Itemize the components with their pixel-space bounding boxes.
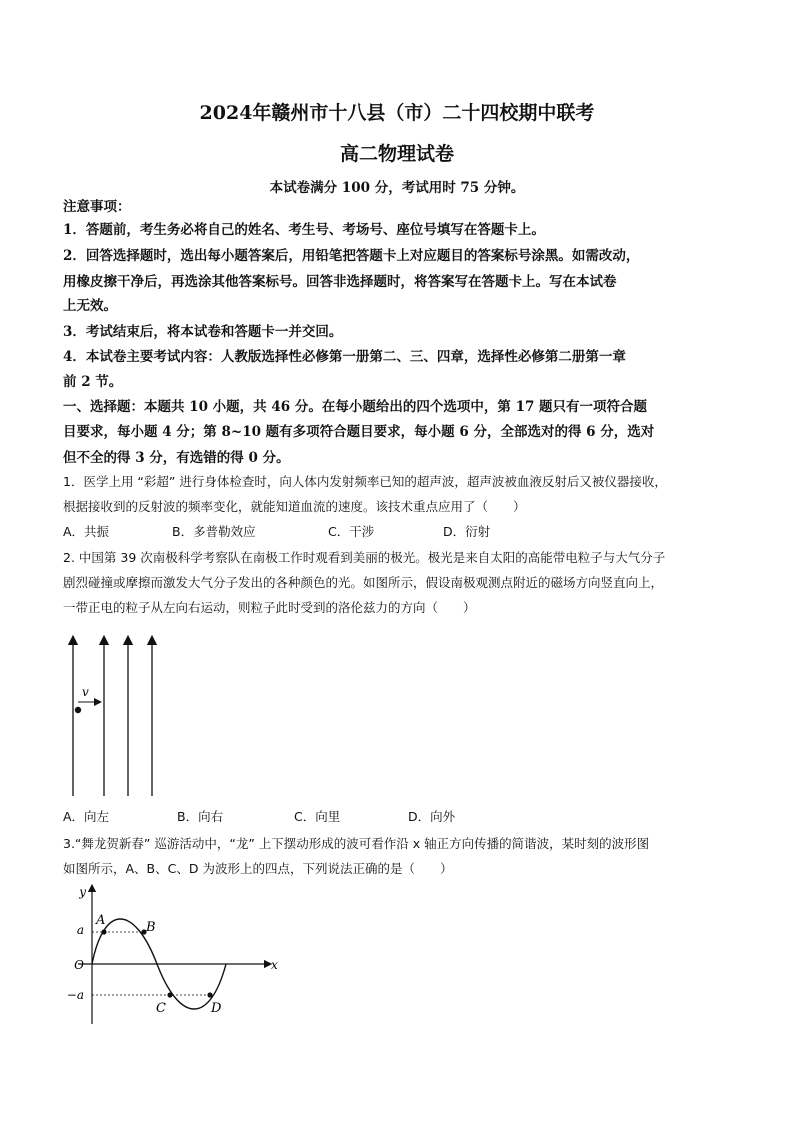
q2-stem: 一带正电的粒子从左向右运动，则粒子此时受到的洛伦兹力的方向（ ）	[63, 600, 476, 615]
y-axis-label: y	[79, 885, 86, 899]
magnetic-field-figure	[60, 630, 180, 805]
notice-line: 2．回答选择题时，选出每小题答案后，用铅笔把答题卡上对应题目的答案标号涂黑。如需改动，	[63, 248, 640, 264]
charged-particle	[75, 707, 81, 713]
exam-title: 2024年赣州市十八县（市）二十四校期中联考	[199, 102, 595, 124]
q2-option-c: C．向里	[294, 809, 341, 824]
point-d-label: D	[211, 1001, 222, 1016]
point-b-label: B	[146, 920, 156, 935]
notice-heading: 注意事项：	[63, 199, 131, 215]
q2-option-b: B．向右	[177, 809, 224, 824]
q3-stem: 3.“舞龙贺新春” 巡游活动中，“龙” 上下摆动形成的波可看作沿 x 轴正方向传播的简谐波，某时刻的波形图	[63, 836, 650, 851]
section-heading: 但不全的得 3 分，有选错的得 0 分。	[63, 450, 290, 466]
point-a	[101, 929, 106, 934]
q1-option-c: C．干涉	[328, 524, 375, 539]
notice-line: 上无效。	[63, 298, 117, 314]
section-heading: 一、选择题：本题共 10 小题，共 46 分。在每小题给出的四个选项中，第 17 题只有一项符合题	[63, 399, 648, 415]
point-d	[207, 992, 212, 997]
q2-option-d: D．向外	[408, 809, 456, 824]
velocity-label: v	[82, 685, 89, 699]
q2-stem: 2. 中国第 39 次南极科学考察队在南极工作时观看到美丽的极光。极光是来自太阳的高能带电粒子与大气分子	[63, 550, 666, 565]
q2-stem: 剧烈碰撞或摩擦而激发大气分子发出的各种颜色的光。如图所示，假设南极观测点附近的磁场方向竖直向上，	[63, 575, 664, 590]
wave-figure	[60, 882, 290, 1032]
notice-line: 1．答题前，考生务必将自己的姓名、考生号、考场号、座位号填写在答题卡上。	[63, 222, 545, 238]
point-c-label: C	[156, 1001, 166, 1016]
notice-line: 3．考试结束后，将本试卷和答题卡一并交回。	[63, 324, 343, 340]
q2-option-a: A．向左	[63, 809, 110, 824]
amplitude-label: a	[76, 923, 84, 937]
q1-stem: 根据接收到的反射波的频率变化，就能知道血流的速度。该技术重点应用了（ ）	[63, 499, 526, 514]
neg-amplitude-label: −a	[66, 988, 84, 1002]
point-c	[167, 992, 172, 997]
q1-stem: 1．医学上用 “彩超” 进行身体检查时，向人体内发射频率已知的超声波，超声波被血液反射后又被仪器接收，	[63, 474, 667, 489]
paper-subtitle: 高二物理试卷	[339, 143, 454, 165]
q1-option-a: A．共振	[63, 524, 110, 539]
notice-line: 前 2 节。	[63, 374, 123, 390]
q3-stem: 如图所示，A、B、C、D 为波形上的四点，下列说法正确的是（ ）	[63, 861, 453, 876]
q1-option-b: B．多普勒效应	[172, 524, 256, 539]
x-axis-label: x	[271, 958, 278, 972]
point-a-label: A	[96, 913, 106, 928]
q1-option-d: D．衍射	[443, 524, 491, 539]
origin-label: O	[74, 958, 84, 972]
notice-line: 4．本试卷主要考试内容：人教版选择性必修第一册第二、三、四章，选择性必修第二册第一章	[63, 349, 626, 365]
section-heading: 目要求，每小题 4 分；第 8~10 题有多项符合题目要求，每小题 6 分，全部选对的得 6 分，选对	[63, 424, 655, 440]
notice-line: 用橡皮擦干净后，再选涂其他答案标号。回答非选择题时，将答案写在答题卡上。写在本试卷	[63, 274, 617, 290]
exam-info: 本试卷满分 100 分，考试用时 75 分钟。	[269, 180, 525, 196]
